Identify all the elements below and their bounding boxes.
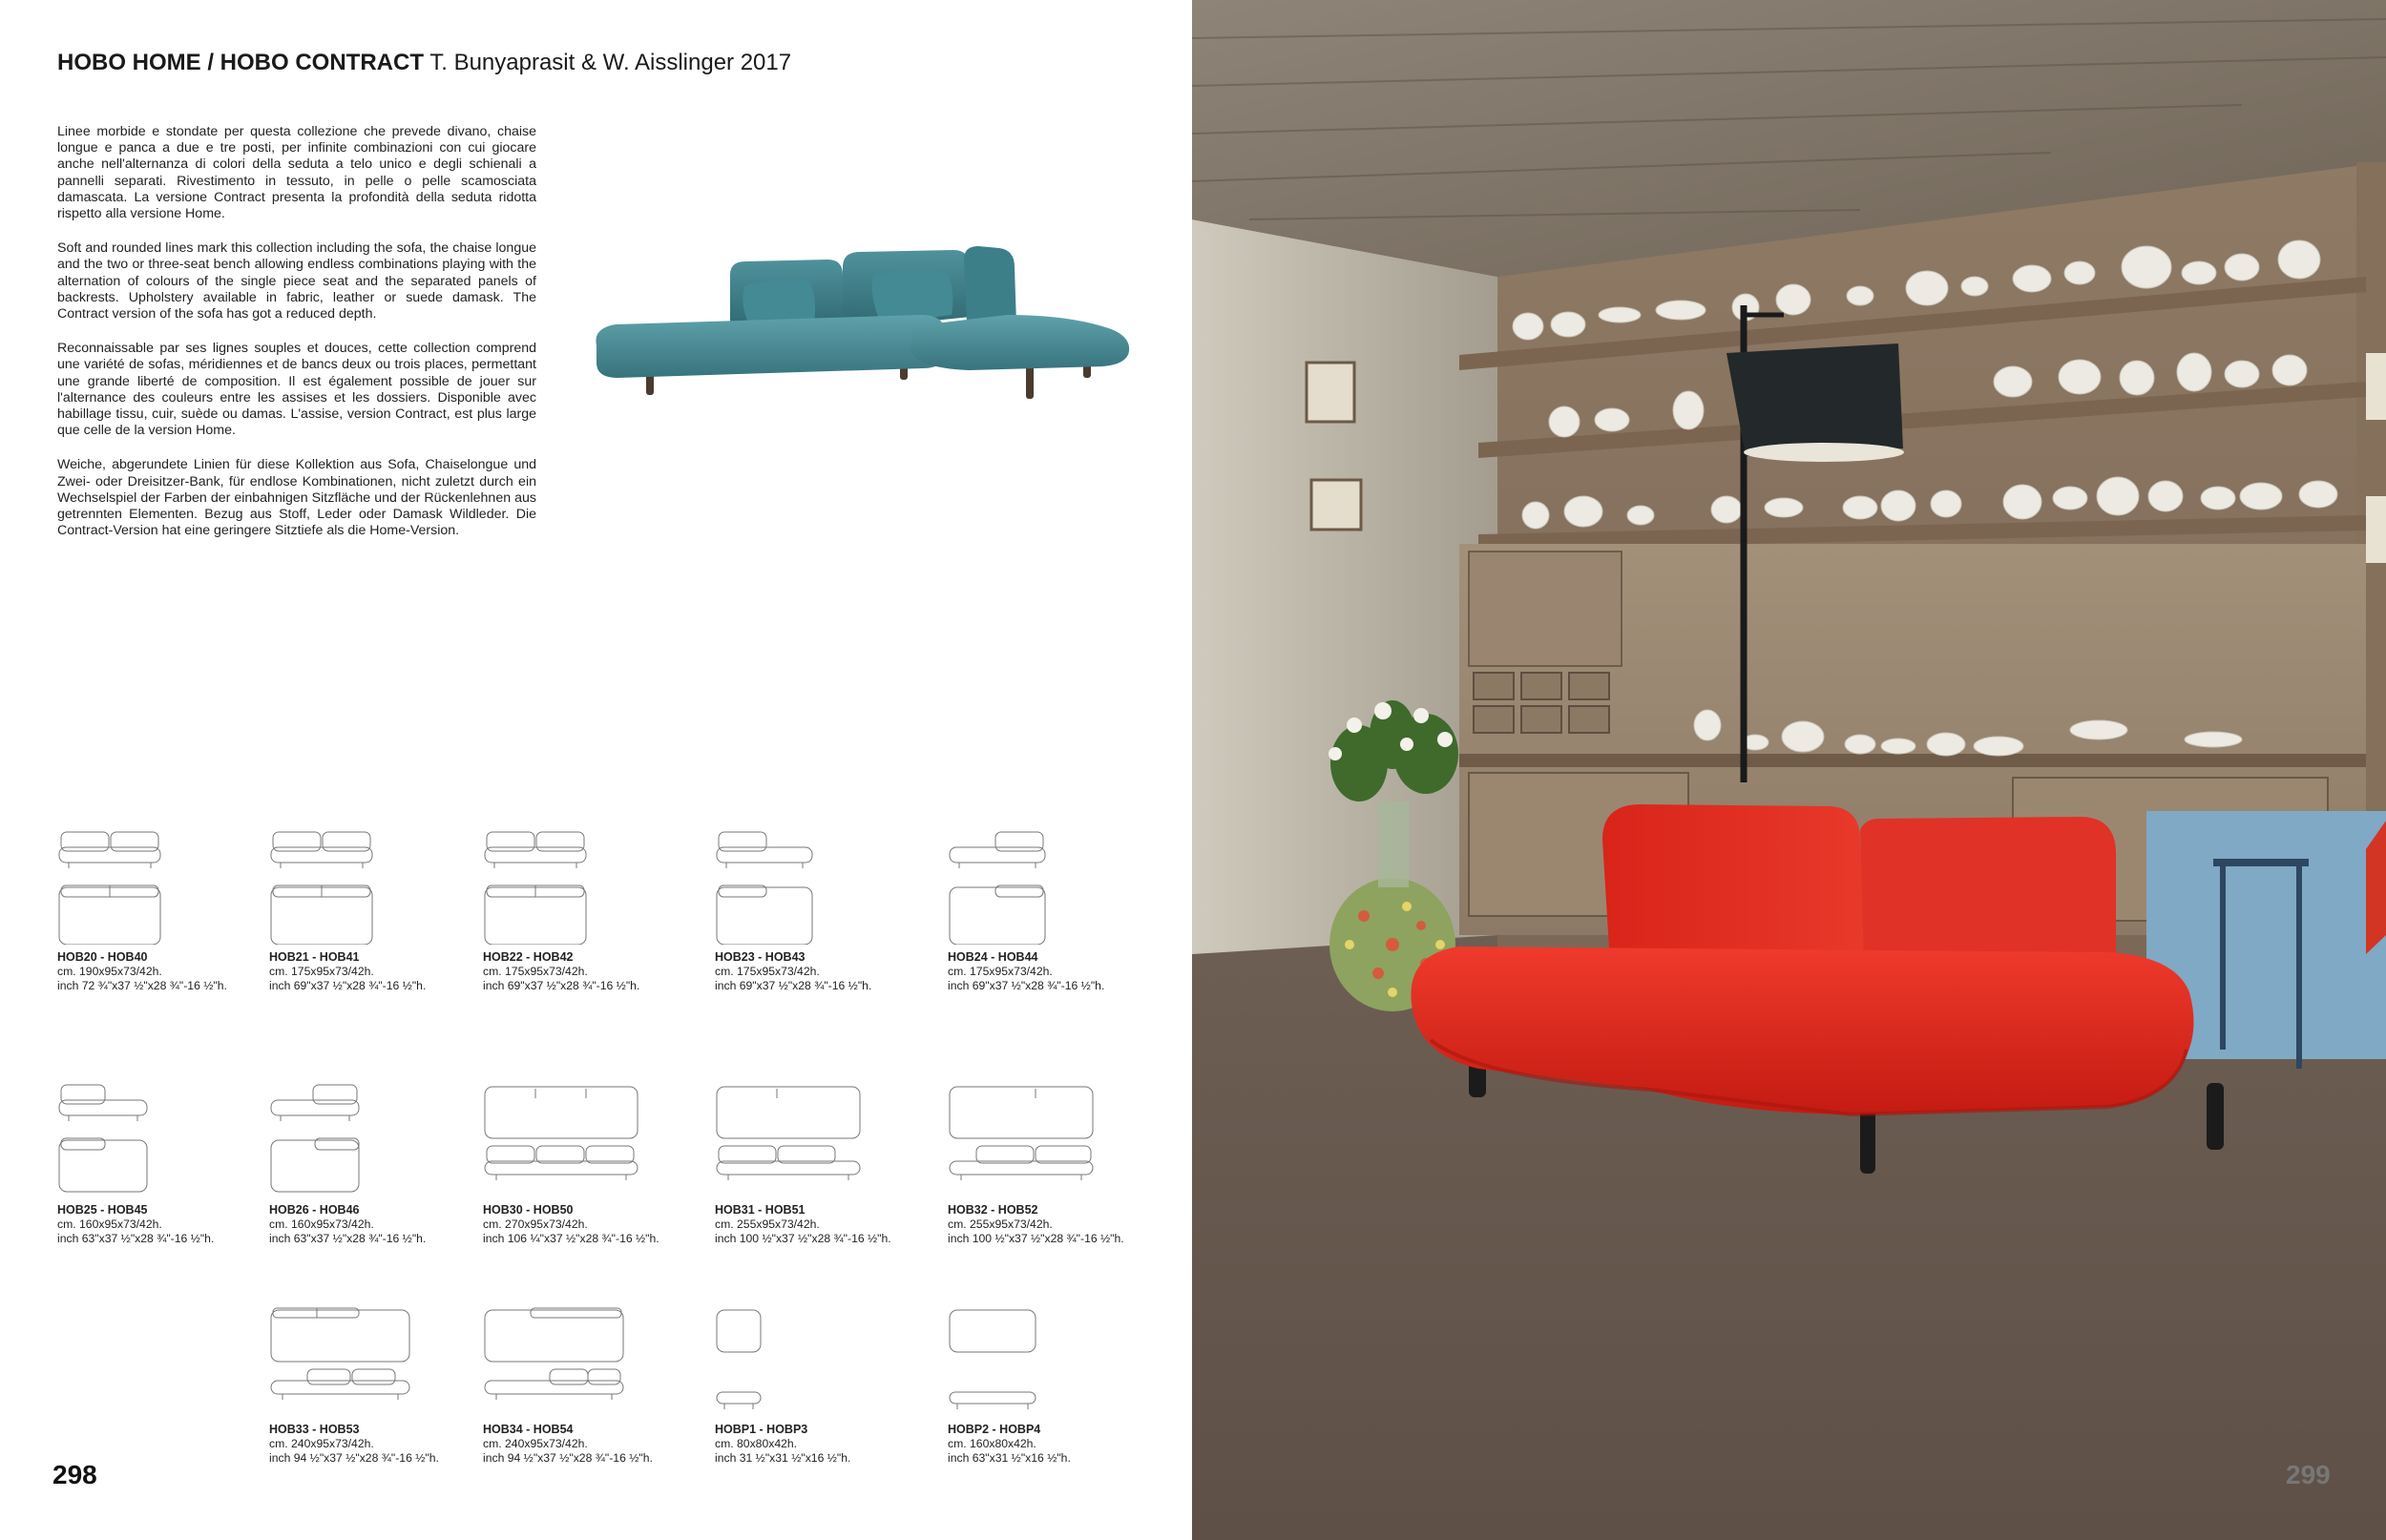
model-code: HOB33 - HOB53 [269, 1423, 360, 1436]
model-dimensions-inch: inch 69"x37 ½"x28 ¾"-16 ½"h. [715, 979, 872, 992]
model-dimensions-inch: inch 31 ½"x31 ½"x16 ½"h. [715, 1451, 851, 1465]
model-dimensions-cm: cm. 160x95x73/42h. [269, 1217, 374, 1231]
model-entry [269, 1302, 489, 1466]
collection-title [57, 50, 791, 76]
model-entry [57, 830, 277, 993]
page-number-right: 299 [2286, 1460, 2331, 1489]
model-entry [715, 1083, 934, 1246]
model-code: HOB24 - HOB44 [948, 950, 1038, 964]
model-diagram [715, 1083, 887, 1197]
model-code: HOB32 - HOB52 [948, 1203, 1038, 1217]
model-dimensions-cm: cm. 240x95x73/42h. [269, 1437, 374, 1450]
model-dimensions-cm: cm. 240x95x73/42h. [483, 1437, 588, 1450]
model-entry [948, 1083, 1167, 1246]
catalog-left-page [0, 0, 1192, 1540]
model-diagram [948, 1302, 1120, 1417]
interior-photo [1192, 0, 2386, 1540]
hero-sofa-image [587, 239, 1136, 429]
collection-designers: T. Bunyaprasit & W. Aisslinger 2017 [424, 50, 792, 75]
model-dimensions-inch: inch 69"x37 ½"x28 ¾"-16 ½"h. [269, 979, 427, 992]
model-entry [269, 830, 489, 993]
model-dimensions-cm: cm. 175x95x73/42h. [948, 965, 1053, 978]
model-entry [948, 830, 1167, 993]
model-diagram [483, 1083, 655, 1197]
model-diagram [948, 830, 1120, 945]
model-code: HOB25 - HOB45 [57, 1203, 148, 1217]
collection-description [57, 124, 536, 557]
model-code: HOBP1 - HOBP3 [715, 1423, 808, 1436]
model-entry [483, 1302, 702, 1466]
model-entry [948, 1302, 1167, 1466]
model-code: HOB22 - HOB42 [483, 950, 574, 964]
model-dimensions-inch: inch 106 ¼"x37 ½"x28 ¾"-16 ½"h. [483, 1232, 659, 1245]
model-dimensions-inch: inch 63"x37 ½"x28 ¾"-16 ½"h. [269, 1232, 427, 1245]
model-code: HOB34 - HOB54 [483, 1423, 574, 1436]
model-code: HOB23 - HOB43 [715, 950, 806, 964]
model-code: HOB30 - HOB50 [483, 1203, 574, 1217]
model-dimensions-cm: cm. 255x95x73/42h. [948, 1217, 1053, 1231]
model-dimensions-cm: cm. 255x95x73/42h. [715, 1217, 820, 1231]
model-entry [483, 1083, 702, 1246]
model-dimensions-inch: inch 63"x31 ½"x16 ½"h. [948, 1451, 1071, 1465]
model-code: HOB31 - HOB51 [715, 1203, 806, 1217]
model-code: HOB20 - HOB40 [57, 950, 148, 964]
model-code: HOBP2 - HOBP4 [948, 1423, 1041, 1436]
model-diagram [269, 830, 441, 945]
model-code: HOB26 - HOB46 [269, 1203, 360, 1217]
model-dimensions-inch: inch 69"x37 ½"x28 ¾"-16 ½"h. [948, 979, 1105, 992]
collection-name: HOBO HOME / HOBO CONTRACT [57, 50, 424, 75]
model-dimensions-cm: cm. 160x80x42h. [948, 1437, 1036, 1450]
model-diagram [269, 1302, 441, 1417]
description-it: Linee morbide e stondate per questa collezione che prevede divano, chaise longue e panca a due e tre posti, per infinite combinazioni con cui giocare anche nell'alternanza di colori della seduta a telo unico e degli schienali a pannelli separati. Rivestimento in tessuto, in pelle o pelle scamosciata damascata. La versione Contract presenta la profondità della seduta ridotta rispetto alla versione Home. [57, 124, 536, 222]
model-entry [57, 1083, 277, 1246]
description-de: Weiche, abgerundete Linien für diese Kollektion aus Sofa, Chaiselongue und Zwei- oder Dreisitzer-Bank, für endlose Kombinationen, nicht zuletzt durch ein Wechselspiel der Farben der einbahnigen Sitzfläche und der Rückenlehnen aus getrennten Elementen. Bezug aus Stoff, Leder oder Damask Wildleder. Die Contract-Version hat eine geringere Sitztiefe als die Home-Version. [57, 457, 536, 539]
model-dimensions-cm: cm. 190x95x73/42h. [57, 965, 162, 978]
model-dimensions-cm: cm. 80x80x42h. [715, 1437, 798, 1450]
interior-scene [1192, 0, 2386, 1540]
model-dimensions-cm: cm. 175x95x73/42h. [715, 965, 820, 978]
description-en: Soft and rounded lines mark this collection including the sofa, the chaise longue and the two or three-seat bench allowing endless combinations playing with the alternation of colours of the single piece seat and the separated panels of backrests. Upholstery available in fabric, leather or suede damask. The Contract version of the sofa has got a reduced depth. [57, 240, 536, 323]
model-dimensions-inch: inch 94 ½"x37 ½"x28 ¾"-16 ½"h. [483, 1451, 653, 1465]
model-dimensions-inch: inch 100 ½"x37 ½"x28 ¾"-16 ½"h. [715, 1232, 891, 1245]
model-entry [715, 1302, 934, 1466]
model-entry [269, 1083, 489, 1246]
model-entry [483, 830, 702, 993]
page-number-left: 298 [52, 1460, 97, 1489]
model-diagram [715, 830, 887, 945]
model-dimensions-inch: inch 69"x37 ½"x28 ¾"-16 ½"h. [483, 979, 640, 992]
model-dimensions-inch: inch 72 ¾"x37 ½"x28 ¾"-16 ½"h. [57, 979, 227, 992]
model-dimensions-inch: inch 100 ½"x37 ½"x28 ¾"-16 ½"h. [948, 1232, 1124, 1245]
model-diagram [715, 1302, 887, 1417]
model-dimensions-cm: cm. 270x95x73/42h. [483, 1217, 588, 1231]
model-dimensions-cm: cm. 160x95x73/42h. [57, 1217, 162, 1231]
model-dimensions-cm: cm. 175x95x73/42h. [483, 965, 588, 978]
model-dimensions-inch: inch 63"x37 ½"x28 ¾"-16 ½"h. [57, 1232, 215, 1245]
model-diagram [948, 1083, 1120, 1197]
model-entry [715, 830, 934, 993]
model-diagram [57, 1083, 229, 1197]
model-dimensions-inch: inch 94 ½"x37 ½"x28 ¾"-16 ½"h. [269, 1451, 439, 1465]
model-code: HOB21 - HOB41 [269, 950, 360, 964]
model-diagram [269, 1083, 441, 1197]
description-fr: Reconnaissable par ses lignes souples et douces, cette collection comprend une variété de sofas, méridiennes et de bancs deux ou trois places, permettant une grande liberté de composition. Il est également possible de jouer sur l'alternance des couleurs entre les assises et les dossiers. Disponible avec habillage tissu, cuir, suède ou damas. L'assise, version Contract, est plus large que celle de la version Home. [57, 341, 536, 439]
model-dimensions-cm: cm. 175x95x73/42h. [269, 965, 374, 978]
model-diagram [483, 830, 655, 945]
model-diagram [57, 830, 229, 945]
model-diagram [483, 1302, 655, 1417]
